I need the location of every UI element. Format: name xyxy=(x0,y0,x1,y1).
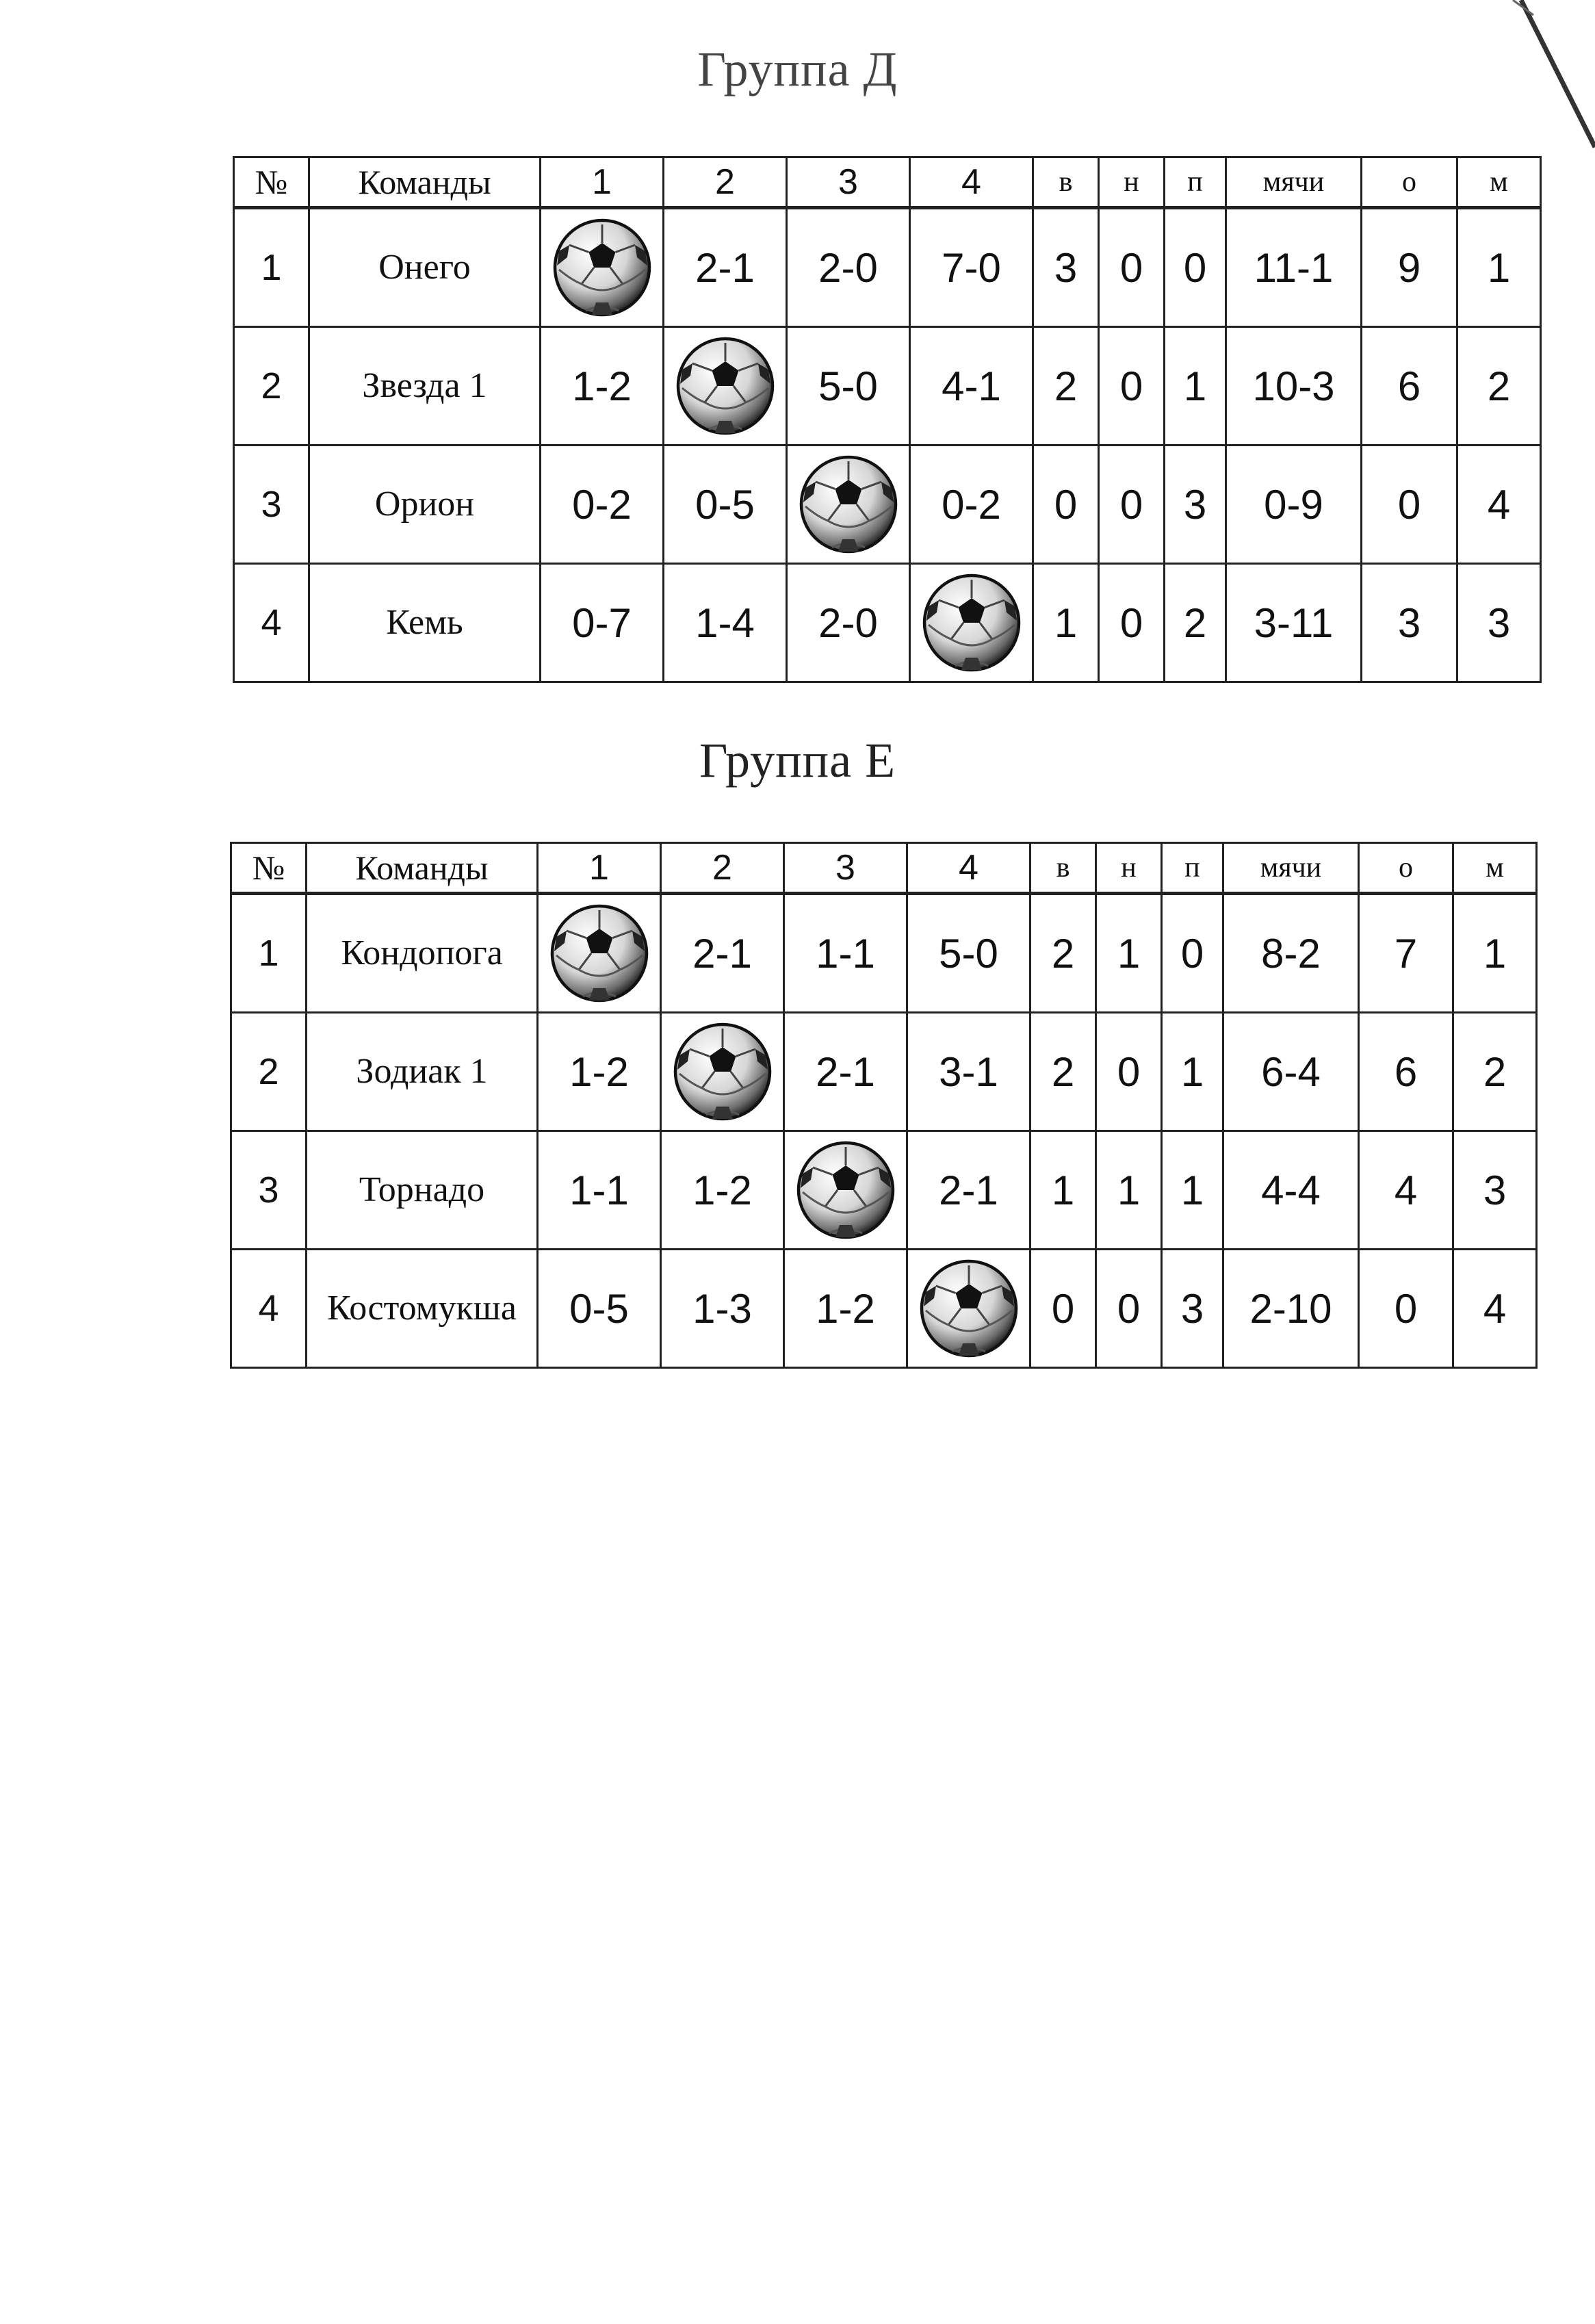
result-vs-1: 0-7 xyxy=(541,564,664,682)
group-e-rows xyxy=(231,894,1537,1368)
result-vs-3: 2-1 xyxy=(784,1013,907,1131)
draws-count: 0 xyxy=(1099,446,1165,564)
team-position: 4 xyxy=(231,1250,307,1368)
group-d-table xyxy=(233,156,1542,683)
points: 0 xyxy=(1362,446,1457,564)
goals-for-against: 10-3 xyxy=(1226,327,1362,446)
team-name: Торнадо xyxy=(307,1131,538,1250)
team-name: Звезда 1 xyxy=(309,327,541,446)
soccer-ball-icon xyxy=(548,902,651,1005)
draws-count: 1 xyxy=(1096,894,1162,1013)
result-vs-3: 1-2 xyxy=(784,1250,907,1368)
result-vs-3: 2-0 xyxy=(787,564,910,682)
goals-for-against: 3-11 xyxy=(1226,564,1362,682)
points: 9 xyxy=(1362,208,1457,327)
team-name: Костомукша xyxy=(307,1250,538,1368)
self-match-cell xyxy=(664,327,787,446)
table-row xyxy=(234,446,1541,564)
wins-count: 1 xyxy=(1033,564,1099,682)
header-place: м xyxy=(1457,157,1541,208)
soccer-ball-icon xyxy=(920,571,1023,674)
result-vs-2: 1-4 xyxy=(664,564,787,682)
wins-count: 1 xyxy=(1030,1131,1096,1250)
losses-count: 0 xyxy=(1162,894,1223,1013)
result-vs-4: 2-1 xyxy=(907,1131,1030,1250)
team-position: 1 xyxy=(234,208,309,327)
team-position: 3 xyxy=(231,1131,307,1250)
draws-count: 0 xyxy=(1099,327,1165,446)
points: 0 xyxy=(1359,1250,1453,1368)
team-position: 2 xyxy=(231,1013,307,1131)
result-vs-4: 5-0 xyxy=(907,894,1030,1013)
losses-count: 1 xyxy=(1165,327,1226,446)
losses-count: 0 xyxy=(1165,208,1226,327)
result-vs-1: 1-2 xyxy=(541,327,664,446)
result-vs-2: 0-5 xyxy=(664,446,787,564)
header-teams: Команды xyxy=(307,843,538,894)
losses-count: 2 xyxy=(1165,564,1226,682)
table-row xyxy=(231,894,1537,1013)
result-vs-4: 4-1 xyxy=(910,327,1033,446)
goals-for-against: 6-4 xyxy=(1223,1013,1359,1131)
goals-for-against: 8-2 xyxy=(1223,894,1359,1013)
result-vs-2: 1-3 xyxy=(661,1250,784,1368)
header-wins: в xyxy=(1030,843,1096,894)
team-position: 2 xyxy=(234,327,309,446)
team-name: Кондопога xyxy=(307,894,538,1013)
header-draws: н xyxy=(1096,843,1162,894)
self-match-cell xyxy=(907,1250,1030,1368)
table-row xyxy=(234,208,1541,327)
header-opponent-1: 1 xyxy=(541,157,664,208)
header-points: о xyxy=(1359,843,1453,894)
header-opponent-3: 3 xyxy=(784,843,907,894)
result-vs-3: 1-1 xyxy=(784,894,907,1013)
self-match-cell xyxy=(541,208,664,327)
wins-count: 2 xyxy=(1030,1013,1096,1131)
header-losses: п xyxy=(1165,157,1226,208)
table-row xyxy=(234,564,1541,682)
wins-count: 2 xyxy=(1030,894,1096,1013)
header-opponent-1: 1 xyxy=(538,843,661,894)
final-place: 3 xyxy=(1457,564,1541,682)
self-match-cell xyxy=(784,1131,907,1250)
header-opponent-2: 2 xyxy=(664,157,787,208)
soccer-ball-icon xyxy=(671,1020,774,1123)
header-losses: п xyxy=(1162,843,1223,894)
draws-count: 1 xyxy=(1096,1131,1162,1250)
header-teams: Команды xyxy=(309,157,541,208)
table-row xyxy=(231,1250,1537,1368)
draws-count: 0 xyxy=(1096,1250,1162,1368)
result-vs-2: 2-1 xyxy=(661,894,784,1013)
final-place: 2 xyxy=(1453,1013,1537,1131)
goals-for-against: 11-1 xyxy=(1226,208,1362,327)
header-opponent-3: 3 xyxy=(787,157,910,208)
final-place: 1 xyxy=(1457,208,1541,327)
group-e-table xyxy=(230,842,1538,1369)
result-vs-1: 0-2 xyxy=(541,446,664,564)
header-number: № xyxy=(234,157,309,208)
wins-count: 3 xyxy=(1033,208,1099,327)
losses-count: 1 xyxy=(1162,1131,1223,1250)
group-d-header-row xyxy=(234,157,1541,208)
header-draws: н xyxy=(1099,157,1165,208)
self-match-cell xyxy=(787,446,910,564)
draws-count: 0 xyxy=(1096,1013,1162,1131)
group-e-header-row xyxy=(231,843,1537,894)
table-row xyxy=(234,327,1541,446)
self-match-cell xyxy=(538,894,661,1013)
points: 4 xyxy=(1359,1131,1453,1250)
points: 6 xyxy=(1362,327,1457,446)
header-goals: мячи xyxy=(1223,843,1359,894)
header-place: м xyxy=(1453,843,1537,894)
points: 6 xyxy=(1359,1013,1453,1131)
header-number: № xyxy=(231,843,307,894)
result-vs-4: 7-0 xyxy=(910,208,1033,327)
group-d-title: Группа Д xyxy=(697,42,898,96)
header-opponent-4: 4 xyxy=(910,157,1033,208)
wins-count: 0 xyxy=(1033,446,1099,564)
result-vs-2: 1-2 xyxy=(661,1131,784,1250)
result-vs-2: 2-1 xyxy=(664,208,787,327)
header-opponent-4: 4 xyxy=(907,843,1030,894)
wins-count: 2 xyxy=(1033,327,1099,446)
soccer-ball-icon xyxy=(674,335,777,437)
points: 3 xyxy=(1362,564,1457,682)
draws-count: 0 xyxy=(1099,564,1165,682)
soccer-ball-icon xyxy=(918,1257,1020,1360)
team-name: Орион xyxy=(309,446,541,564)
group-d-rows xyxy=(234,208,1541,682)
goals-for-against: 4-4 xyxy=(1223,1131,1359,1250)
team-position: 1 xyxy=(231,894,307,1013)
soccer-ball-icon xyxy=(797,453,900,556)
header-points: о xyxy=(1362,157,1457,208)
table-row xyxy=(231,1013,1537,1131)
result-vs-4: 0-2 xyxy=(910,446,1033,564)
table-row xyxy=(231,1131,1537,1250)
draws-count: 0 xyxy=(1099,208,1165,327)
final-place: 1 xyxy=(1453,894,1537,1013)
goals-for-against: 0-9 xyxy=(1226,446,1362,564)
result-vs-1: 1-2 xyxy=(538,1013,661,1131)
team-name: Зодиак 1 xyxy=(307,1013,538,1131)
header-wins: в xyxy=(1033,157,1099,208)
final-place: 3 xyxy=(1453,1131,1537,1250)
wins-count: 0 xyxy=(1030,1250,1096,1368)
header-opponent-2: 2 xyxy=(661,843,784,894)
final-place: 4 xyxy=(1457,446,1541,564)
team-name: Кемь xyxy=(309,564,541,682)
soccer-ball-icon xyxy=(794,1139,897,1241)
header-goals: мячи xyxy=(1226,157,1362,208)
losses-count: 3 xyxy=(1165,446,1226,564)
self-match-cell xyxy=(910,564,1033,682)
result-vs-1: 1-1 xyxy=(538,1131,661,1250)
final-place: 2 xyxy=(1457,327,1541,446)
result-vs-1: 0-5 xyxy=(538,1250,661,1368)
losses-count: 3 xyxy=(1162,1250,1223,1368)
team-name: Онего xyxy=(309,208,541,327)
self-match-cell xyxy=(661,1013,784,1131)
team-position: 3 xyxy=(234,446,309,564)
points: 7 xyxy=(1359,894,1453,1013)
losses-count: 1 xyxy=(1162,1013,1223,1131)
team-position: 4 xyxy=(234,564,309,682)
soccer-ball-icon xyxy=(551,216,653,319)
final-place: 4 xyxy=(1453,1250,1537,1368)
goals-for-against: 2-10 xyxy=(1223,1250,1359,1368)
result-vs-3: 5-0 xyxy=(787,327,910,446)
result-vs-4: 3-1 xyxy=(907,1013,1030,1131)
result-vs-3: 2-0 xyxy=(787,208,910,327)
group-e-title: Группа Е xyxy=(699,733,896,788)
